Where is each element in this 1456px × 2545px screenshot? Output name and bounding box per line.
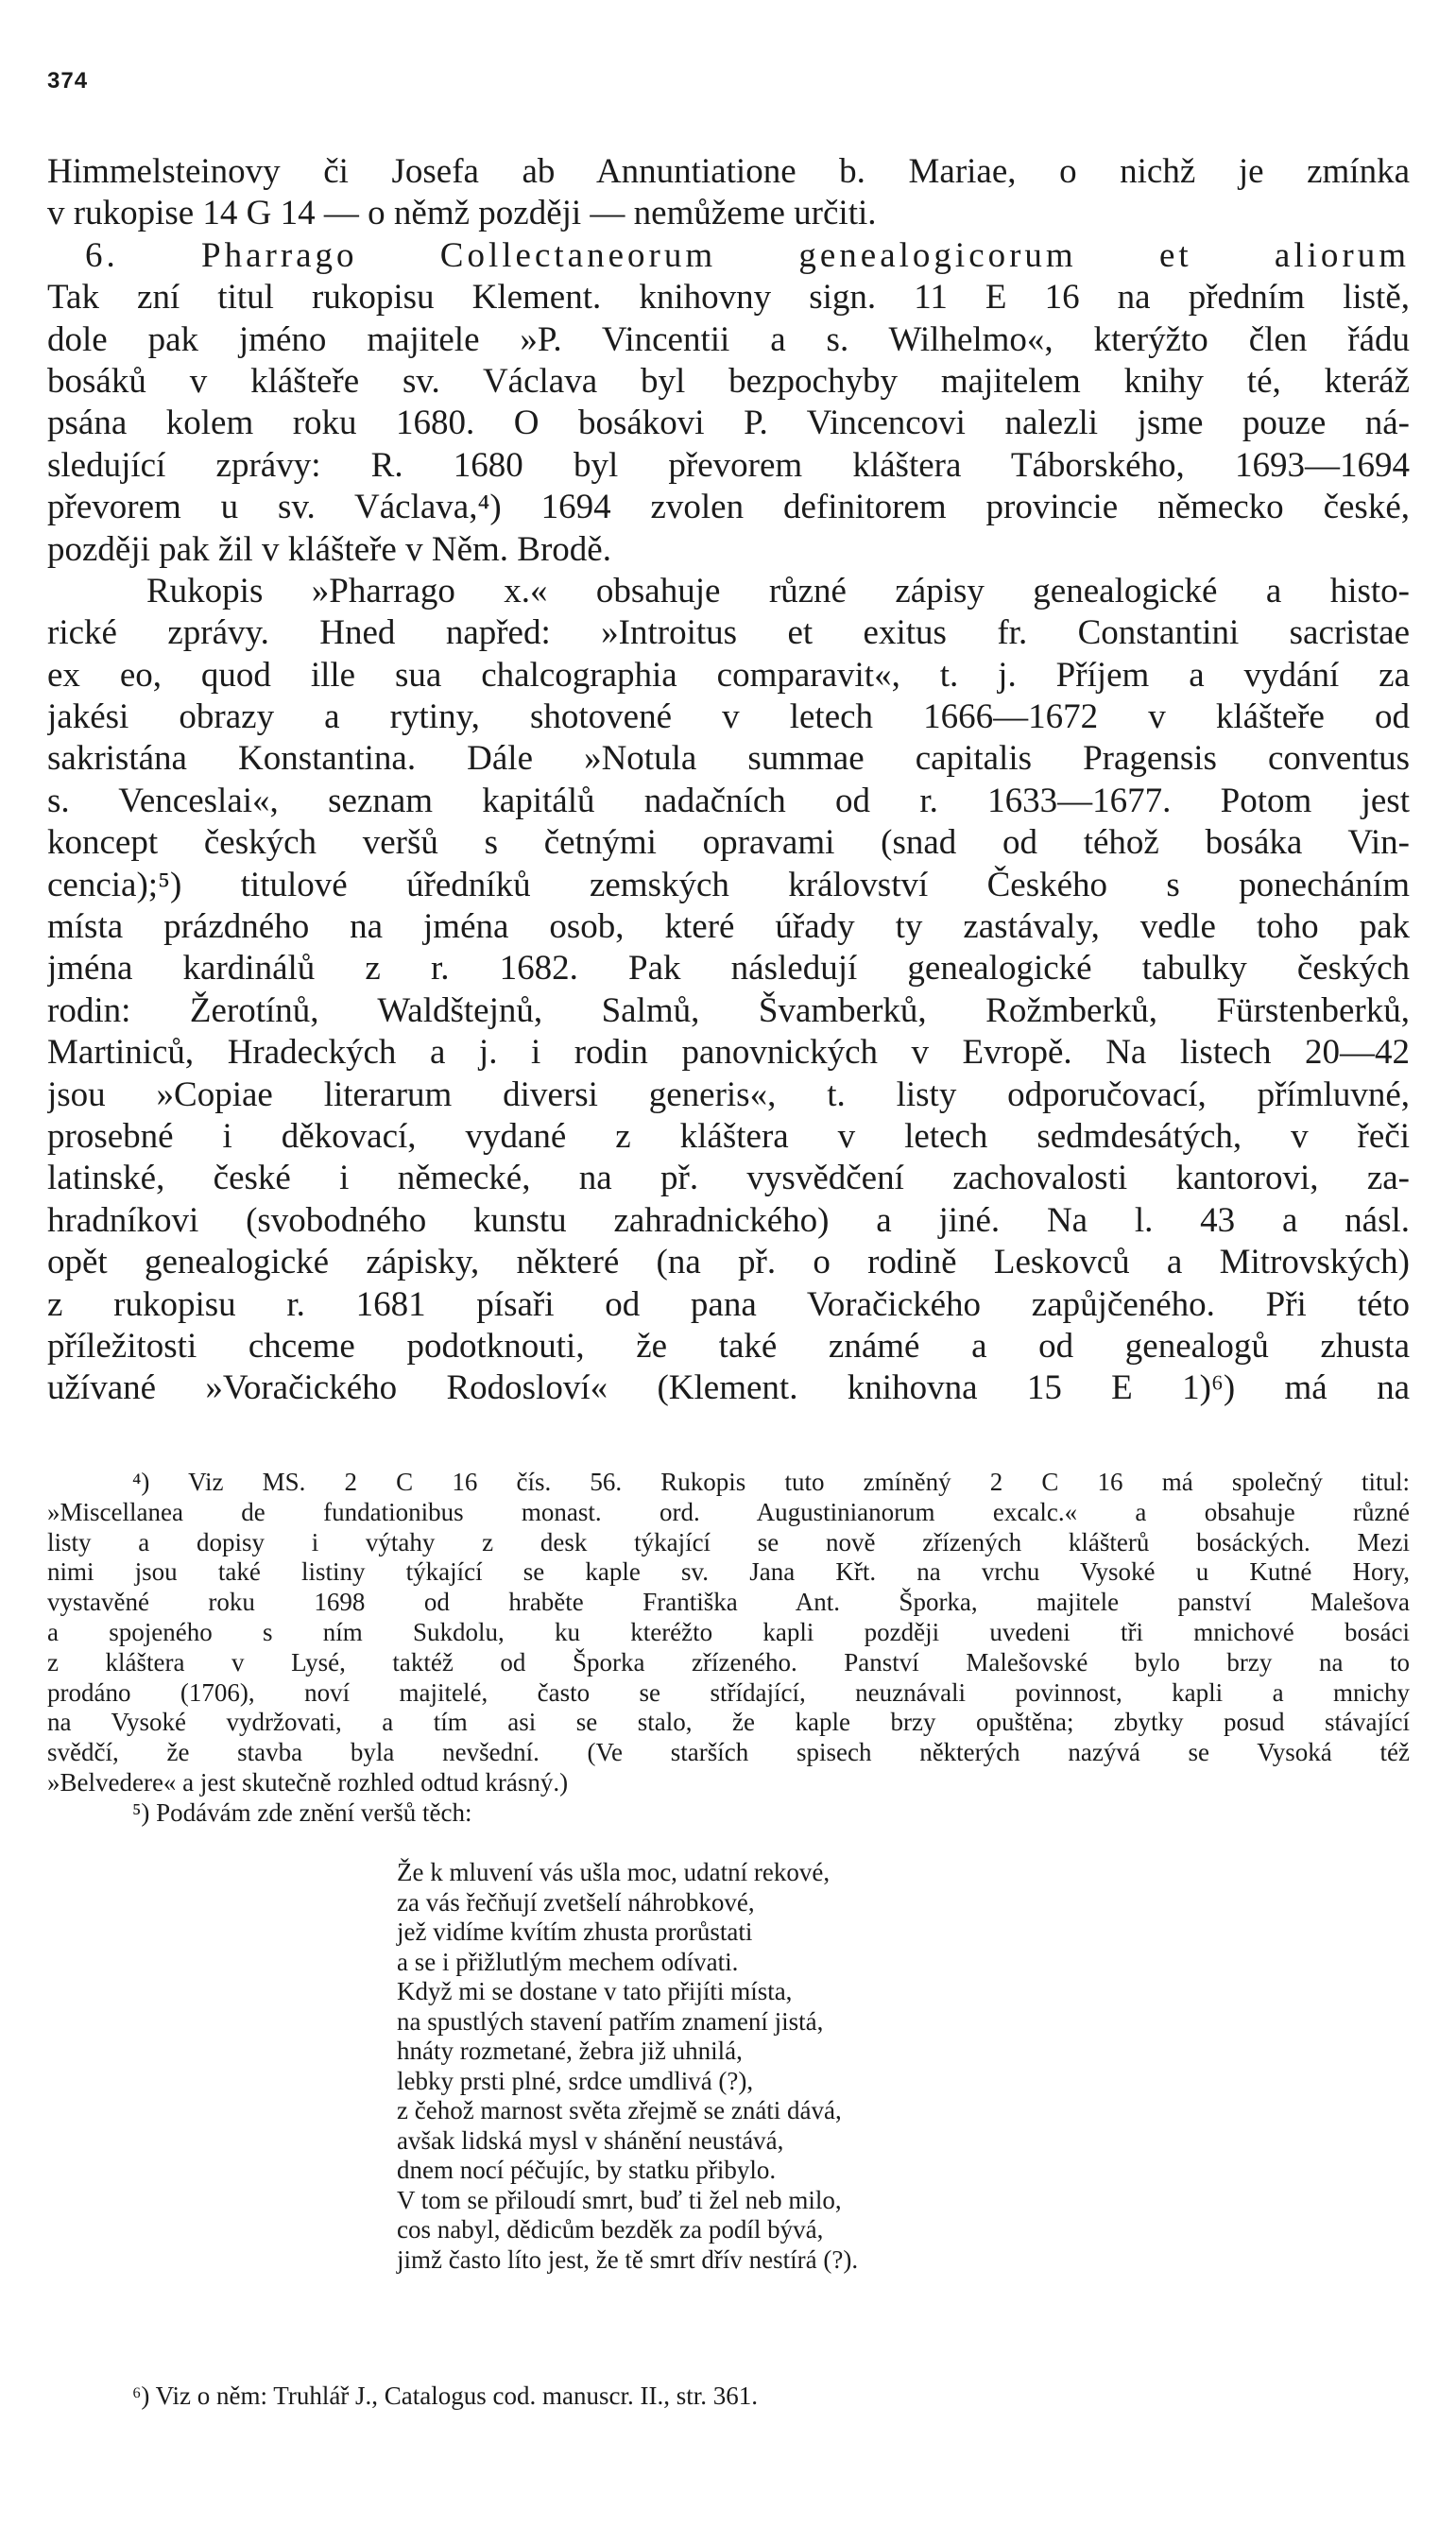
footnote-6: ⁶) Viz o něm: Truhlář J., Catalogus cod. manuscr. II., str. 361.: [132, 2382, 758, 2410]
footnote-line: »Miscellanea de fundationibus monast. ord. Augustinianorum excalc.« a obsahuje různé: [47, 1497, 1410, 1526]
poem-line: za vás řečňují zvetšelí náhrobkové,: [397, 1887, 755, 1917]
text-line: cencia);⁵) titulové úředníků zemských království Českého s ponecháním: [47, 865, 1410, 904]
poem-line: z čehož marnost světa zřejmě se znáti dává,: [397, 2096, 842, 2124]
text-line: prosebné i děkovací, vydané z kláštera v letech sedmdesátých, v řeči: [47, 1116, 1410, 1156]
text-line: sakristána Konstantina. Dále »Notula summae capitalis Pragensis conventus: [47, 739, 1410, 779]
text-line: rodin: Žerotínů, Waldštejnů, Salmů, Švamberků, Rožmberků, Fürstenberků,: [47, 990, 1410, 1030]
footnote-line: prodáno (1706), noví majitelé, často se střídající, neuznávali povinnost, kapli a mnichy: [47, 1677, 1410, 1707]
page-number: 374: [47, 68, 89, 94]
text-line: v rukopise 14 G 14 — o němž později — nemůžeme určiti.: [47, 194, 877, 233]
text-line: místa prázdného na jména osob, které úřady ty zastávaly, vedle toho pak: [47, 907, 1410, 947]
poem: [397, 1858, 1342, 2275]
poem-line: jež vidíme kvítím zhusta prorůstati: [397, 1917, 753, 1946]
text-line: bosáků v klášteře sv. Václava byl bezpochyby majitelem knihy té, kteráž: [47, 361, 1410, 401]
footnote-line: nimi jsou také listiny týkající se kaple sv. Jana Křt. na vrchu Vysoké u Kutné Hory,: [47, 1557, 1410, 1587]
text-line: užívané »Voračického Rodosloví« (Klement. knihovna 15 E 1)⁶) má na: [47, 1368, 1410, 1408]
text-line: hradníkovi (svobodného kunstu zahradnického) a jiné. Na l. 43 a násl.: [47, 1200, 1410, 1240]
text-line: rické zprávy. Hned napřed: »Introitus et exitus fr. Constantini sacristae: [47, 613, 1410, 653]
text-line: s. Venceslai«, seznam kapitálů nadačních od r. 1633—1677. Potom jest: [47, 781, 1410, 820]
footnotes: [47, 1468, 1410, 1829]
footnote-line: vystavěné roku 1698 od hraběte Františka Ant. Šporka, majitele panství Malešova: [47, 1588, 1410, 1617]
text-line: později pak žil v klášteře v Něm. Brodě.: [47, 529, 611, 569]
text-line: příležitosti chceme podotknouti, že také známé a od genealogů zhusta: [47, 1326, 1410, 1366]
poem-line: lebky prsti plné, srdce umdlivá (?),: [397, 2066, 754, 2095]
footnote-line: ⁵) Podávám zde znění veršů těch:: [132, 1797, 472, 1827]
text-line: převorem u sv. Václava,⁴) 1694 zvolen definitorem provincie německo české,: [47, 488, 1410, 527]
poem-line: jimž často líto jest, že tě smrt dřív nestírá (?).: [397, 2244, 859, 2274]
text-line: opět genealogické zápisky, některé (na př. o rodině Leskovců a Mitrovských): [47, 1243, 1410, 1282]
text-line: Tak zní titul rukopisu Klement. knihovny sign. 11 E 16 na předním listě,: [47, 278, 1410, 318]
text-line: latinské, české i německé, na př. vysvědčení zachovalosti kantorovi, za-: [47, 1159, 1410, 1198]
footnote-line: ⁴) Viz MS. 2 C 16 čís. 56. Rukopis tuto zmíněný 2 C 16 má společný titul:: [132, 1468, 1410, 1496]
poem-line: a se i přižlutlým mechem odívati.: [397, 1947, 739, 1976]
text-line: jména kardinálů z r. 1682. Pak následují genealogické tabulky českých: [47, 949, 1410, 989]
text-line: Himmelsteinovy či Josefa ab Annuntiatione b. Mariae, o nichž je zmínka: [47, 152, 1410, 191]
text-line: dole pak jméno majitele »P. Vincentii a s. Wilhelmo«, kterýžto člen řádu: [47, 319, 1410, 359]
text-line: jakési obrazy a rytiny, shotovené v letech 1666—1672 v klášteře od: [47, 697, 1410, 737]
footnote-line: na Vysoké vydržovati, a tím asi se stalo, že kaple brzy opuštěna; zbytky posud stávající: [47, 1708, 1410, 1737]
footnote-line: a spojeného s ním Sukdolu, ku kteréžto kapli později uvedeni tři mnichové bosáci: [47, 1617, 1410, 1646]
section-heading: 6. Pharrago Collectaneorum genealogicorum et aliorum: [85, 235, 1410, 275]
poem-line: Když mi se dostane v tato přijíti místa,: [397, 1977, 793, 2005]
poem-line: V tom se přiloudí smrt, buď ti žel neb milo,: [397, 2185, 842, 2214]
footnote-line: svědčí, že stavba byla nevšední. (Ve starších spisech některých nazývá se Vysoká též: [47, 1738, 1410, 1767]
poem-line: hnáty rozmetané, žebra již uhnilá,: [397, 2037, 743, 2065]
footnote-line: »Belvedere« a jest skutečně rozhled odtud krásný.): [47, 1767, 569, 1797]
footnote-line: listy a dopisy i výtahy z desk týkající se nově zřízených klášterů bosáckých. Mezi: [47, 1527, 1410, 1556]
text-line: koncept českých veršů s četnými opravami (snad od téhož bosáka Vin-: [47, 823, 1410, 863]
poem-line: dnem nocí péčujíc, by statku přibylo.: [397, 2156, 777, 2184]
main-text: [47, 151, 1410, 1410]
text-line: Rukopis »Pharrago x.« obsahuje různé zápisy genealogické a histo-: [146, 571, 1410, 610]
poem-line: avšak lidská mysl v shánění neustává,: [397, 2125, 784, 2155]
text-line: psána kolem roku 1680. O bosákovi P. Vincencovi nalezli jsme pouze ná-: [47, 404, 1410, 443]
footnote-line: z kláštera v Lysé, taktéž od Šporka zřízeného. Panství Malešovské bylo brzy na to: [47, 1647, 1410, 1677]
text-line: z rukopisu r. 1681 písaři od pana Voračického zapůjčeného. Při této: [47, 1284, 1410, 1324]
text-line: jsou »Copiae literarum diversi generis«, t. listy odporučovací, přímluvné,: [47, 1075, 1410, 1114]
poem-line: Že k mluvení vás ušla moc, udatní rekové,: [397, 1858, 831, 1886]
poem-line: na spustlých stavení patřím znamení jistá,: [397, 2006, 824, 2036]
text-line: sledující zprávy: R. 1680 byl převorem kláštera Táborského, 1693—1694: [47, 445, 1410, 485]
poem-line: cos nabyl, dědicům bezděk za podíl bývá,: [397, 2215, 824, 2244]
text-line: ex eo, quod ille sua chalcographia comparavit«, t. j. Příjem a vydání za: [47, 655, 1410, 695]
text-line: Martiniců, Hradeckých a j. i rodin panovnických v Evropě. Na listech 20—42: [47, 1033, 1410, 1073]
